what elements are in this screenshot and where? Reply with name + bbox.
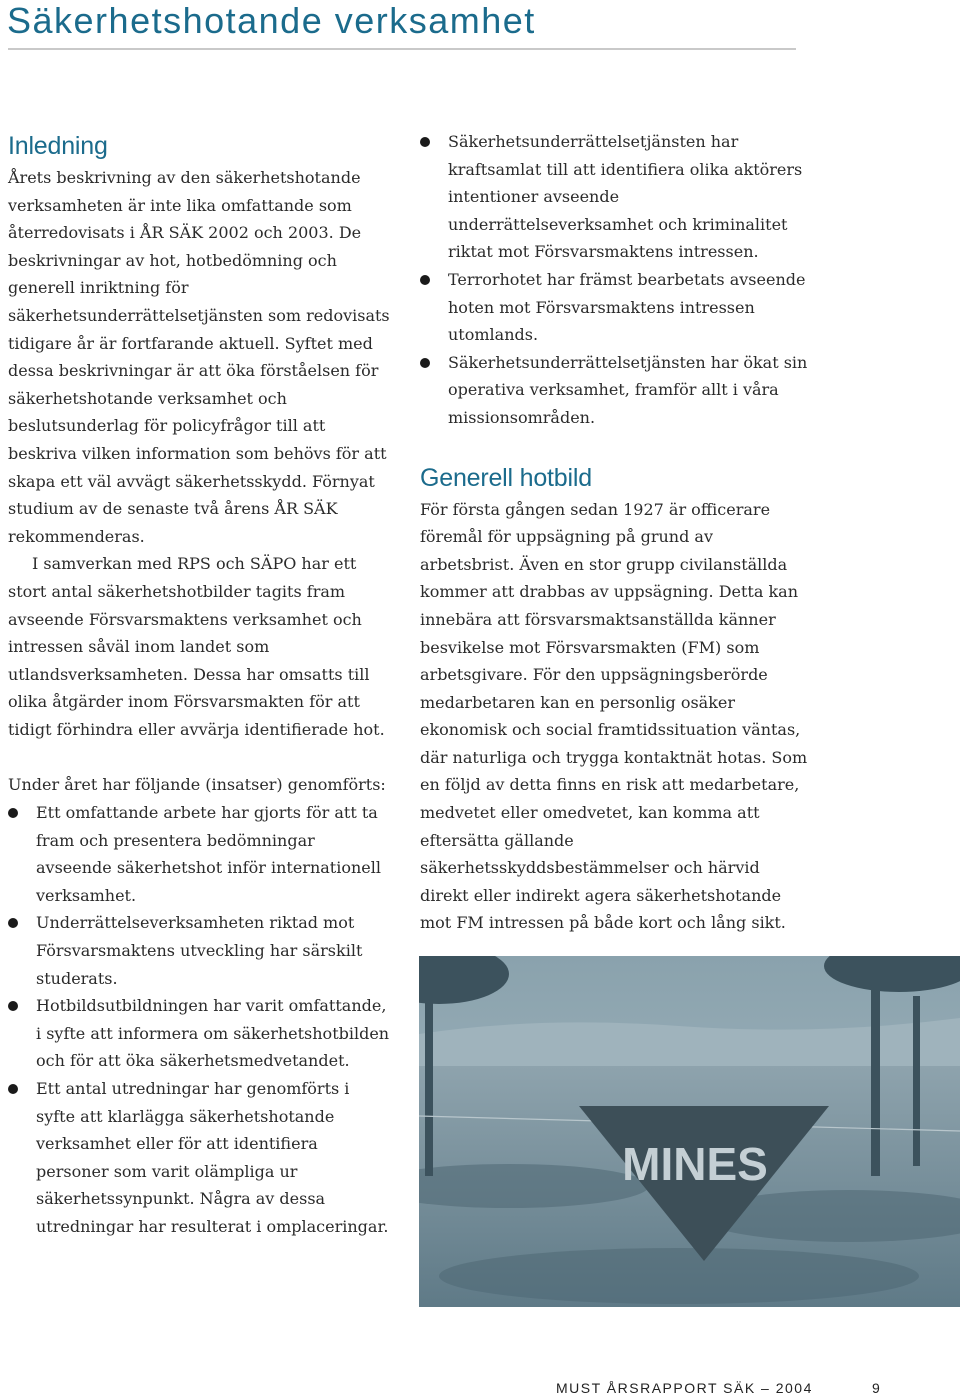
bullet-icon [8,918,18,928]
page-number: 9 [872,1380,882,1396]
mine-sign-text: MINES [622,1138,768,1190]
bullet-icon [420,137,430,147]
bullet-icon [420,275,430,285]
intro-heading: Inledning [8,132,108,160]
page-title: Säkerhetshotande verksamhet [7,0,536,41]
threat-paragraph: För första gången sedan 1927 är officerare föremål för uppsägning på grund av arbetsbrist. Även en stor grupp civilanställda kommer att drabbas av uppsägning. Detta kan innebära att försvarsmaktsanställda känner besvikelse mot Försvarsmakten (FM) som arbetsgivare. För den uppsägningsberörde medarbetaren kan en personlig osäker ekonomisk och social framtidssituation väntas, där naturliga och trygga kontaktnät hotas. Som en följd av detta finns en risk att medarbetare, medvetet eller omedvetet, kan komma att eftersätta gällande säkerhetsskyddsbestämmelser och härvid direkt eller indirekt agera säkerhetshotande mot FM intressen på både kort och lång sikt. [420,499,808,933]
list-item-text: Underrättelseverksamheten riktad mot Försvarsmaktens utveckling har särskilt studerats. [36,913,363,988]
list-item [8,909,390,992]
left-column [8,128,390,1241]
minefield-photo [419,956,960,1307]
list-item-text: Terrorhotet har främst bearbetats avseende hoten mot Försvarsmaktens intressen utomlands. [448,269,806,345]
list-item-text: Ett omfattande arbete har gjorts för att ta fram och presentera bedömningar avseende säkerhetshot inför internationell verksamhet. [36,803,381,905]
title-divider [8,48,796,50]
intro-paragraph-2: I samverkan med RPS och SÄPO har ett stort antal säkerhetshotbilder tagits fram avseende Försvarsmaktens verksamhet och intressen såväl inom landet som utlandsverksamheten. Dessa har omsatts till olika åtgärder inom Försvarsmakten för att tidigt förhindra eller avvärja identifierade hot. [8,554,385,739]
list-item [8,799,390,909]
list-item-text: Säkerhetsunderrättelsetjänsten har ökat sin operativa verksamhet, framför allt i våra missionsområden. [448,352,808,427]
right-column [420,128,810,937]
list-item-text: Hotbildsutbildningen har varit omfattande, i syfte att informera om säkerhetshotbilden och för att öka säkerhetsmedvetandet. [36,996,390,1071]
bullet-icon [8,1001,18,1011]
list-item [420,128,810,266]
list-item [420,349,810,432]
list-item-text: Säkerhetsunderrättelsetjänsten har kraftsamlat till att identifiera olika aktörers intentioner avseende underrättelseverksamhet och kriminalitet riktat mot Försvarsmaktens intressen. [448,132,803,262]
bullet-icon [420,358,430,368]
list-item [420,266,810,349]
intelligence-list [420,128,810,432]
list-item [8,992,390,1075]
footer-title: MUST ÅRSRAPPORT SÄK – 2004 [556,1380,813,1396]
list-item-text: Ett antal utredningar har genomförts i syfte att klarlägga säkerhetshotande verksamhet eller för att identifiera personer som varit olämpliga ur säkerhetssynpunkt. Några av dessa utredningar har resulterat i omplaceringar. [36,1079,389,1236]
intro-paragraph-3: Under året har följande (insatser) genomförts: [8,775,386,795]
bullet-icon [8,808,18,818]
threat-heading: Generell hotbild [420,463,592,492]
bullet-icon [8,1084,18,1094]
list-item [8,1075,390,1241]
intro-paragraph-1: Årets beskrivning av den säkerhetshotande verksamheten är inte lika omfattande som återredovisats i ÅR SÄK 2002 och 2003. De beskrivningar av hot, hotbedömning och generell inriktning för säkerhetsunderrättelsetjänsten som redovisats tidigare år är fortfarande aktuell. Syftet med dessa beskrivningar är att öka förståelsen för säkerhetshotande verksamhet och beslutsunderlag för policyfrågor till att beskriva vilken information som behövs för att skapa ett väl avvägt säkerhetsskydd. Förnyat studium av de senaste två årens ÅR SÄK rekommenderas. [8,168,390,546]
measures-list [8,799,390,1241]
